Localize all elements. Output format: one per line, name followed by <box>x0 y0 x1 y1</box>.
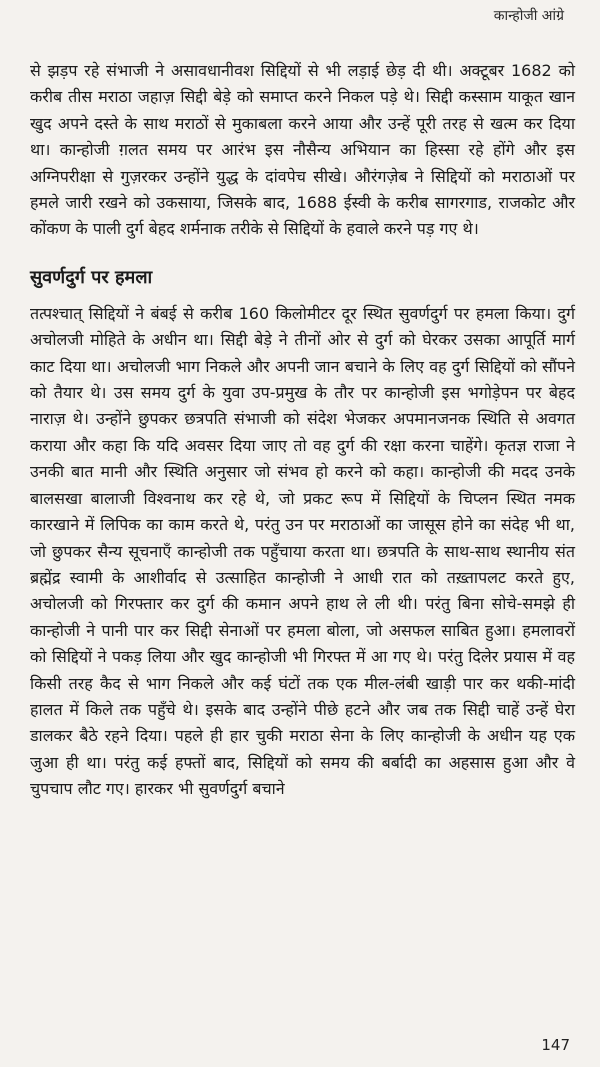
running-header: कान्होजी आंग्रे <box>493 8 564 24</box>
body-paragraph: तत्पश्चात् सिद्दियों ने बंबई से करीब 160 किलोमीटर दूर स्थित सुवर्णदुर्ग पर हमला किया। दुर्ग अचोलजी मोहिते के अधीन था। सिद्दी बेड़े ने तीनों ओर से दुर्ग को घेरकर उसका आपूर्ति मार्ग काट दिया था। अचोलजी भाग निकले और अपनी जान बचाने के लिए वह दुर्ग सिद्दियों को सौंपने को तैयार थे। उस समय दुर्ग के युवा उप-प्रमुख के तौर पर कान्होजी इस भगोड़ेपन पर बेहद नाराज़ थे। उन्होंने छुपकर छत्रपति संभाजी को संदेश भेजकर अपमानजनक स्थिति से अवगत कराया और कहा कि यदि अवसर दिया जाए तो वह दुर्ग की रक्षा करना चाहेंगे। कृतज्ञ राजा ने उनकी बात मानी और स्थिति अनुसार जो संभव हो करने को कहा। कान्होजी की मदद उनके बालसखा बालाजी विश्वनाथ कर रहे थे, जो प्रकट रूप में सिद्दियों के चिप्लन स्थित नमक कारखाने में लिपिक का काम करते थे, परंतु उन पर मराठाओं का जासूस होने का संदेह भी था, जो छुपकर सैन्य सूचनाएँ कान्होजी तक पहुँचाया करता था। छत्रपति के साथ-साथ स्थानीय संत ब्रह्मेंद्र स्वामी के आशीर्वाद से उत्साहित कान्होजी ने आधी रात को तख़्तापलट करते हुए, अचोलजी को गिरफ्तार कर दुर्ग की कमान अपने हाथ ले ली थी। परंतु बिना सोचे-समझे ही कान्होजी ने पानी पार कर सिद्दी सेनाओं पर हमला बोला, जो असफल साबित हुआ। हमलावरों को सिद्दियों ने पकड़ लिया और खुद कान्होजी भी गिरफ्त में आ गए थे। परंतु दिलेर प्रयास में वह किसी तरह कैद से भाग निकले और कई घंटों तक एक मील-लंबी खाड़ी पार कर थकी-मांदी हालत में किले तक पहुँचे थे। इसके बाद उन्होंने पीछे हटने और जब तक सिद्दी चाहें उन्हें घेरा डालकर बैठे रहने दिया। पहले ही हार चुकी मराठा सेना के लिए कान्होजी के अधीन यह एक जुआ ही था। परंतु कई हफ्तों बाद, सिद्दियों को समय की बर्बादी का अहसास हुआ और वे चुपचाप लौट गए। हारकर भी सुवर्णदुर्ग बचाने <box>30 303 575 799</box>
page-body <box>30 58 575 803</box>
section-heading: सुवर्णदुर्ग पर हमला <box>30 266 153 288</box>
body-paragraph: से झड़प रहे संभाजी ने असावधानीवश सिद्दियों से भी लड़ाई छेड़ दी थी। अक्टूबर 1682 को करीब तीस मराठा जहाज़ सिद्दी बेड़े को समाप्त करने निकल पड़े थे। सिद्दी कस्साम याकूत खान खुद अपने दस्ते के साथ मराठों से मुकाबला करने आया और उन्हें पूरी तरह से खत्म कर दिया था। कान्होजी ग़लत समय पर आरंभ इस नौसैन्य अभियान का हिस्सा रहे होंगे और इस अग्निपरीक्षा से गुज़रकर उन्होंने युद्ध के दांवपेच सीखे। औरंगज़ेब ने सिद्दियों को मराठाओं पर हमले जारी रखने को उकसाया, जिसके बाद, 1688 ईस्वी के करीब सागरगाड, राजकोट और कोंकण के पाली दुर्ग बेहद शर्मनाक तरीके से सिद्दियों के हवाले करने पड़ गए थे। <box>30 61 575 239</box>
page-number: 147 <box>541 1036 570 1054</box>
